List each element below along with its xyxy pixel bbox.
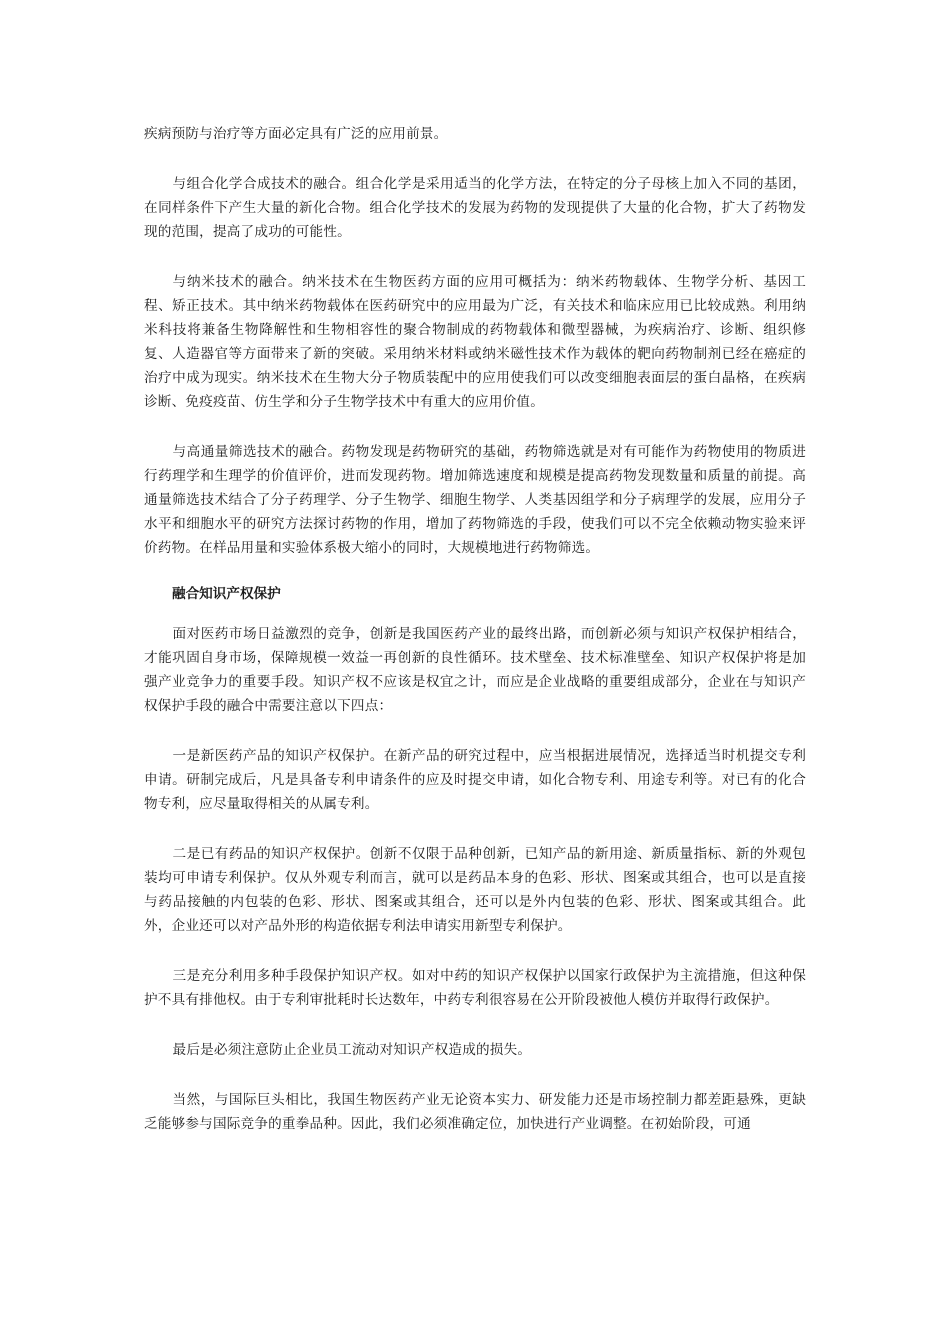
paragraph-point-two: 二是已有药品的知识产权保护。创新不仅限于品种创新，已知产品的新用途、新质量指标、新的外观包装均可申请专利保护。仅从外观专利而言，就可以是药品本身的色彩、形状、图案或其组合，也可以是直接与药品接触的内包装的色彩、形状、图案或其组合，还可以是外内包装的色彩、形状、图案或其组合。此外，企业还可以对产品外形的构造依据专利法申请实用新型专利保护。 [144,846,806,934]
paragraph-nanotechnology: 与纳米技术的融合。纳米技术在生物医药方面的应用可概括为：纳米药物载体、生物学分析、基因工程、矫正技术。其中纳米药物载体在医药研究中的应用最为广泛，有关技术和临床应用已比较成熟。利用纳米科技将兼备生物降解性和生物相容性的聚合物制成的药物载体和微型器械，为疾病治疗、诊断、组织修复、人造器官等方面带来了新的突破。采用纳米材料或纳米磁性技术作为载体的靶向药物制剂已经在癌症的治疗中成为现实。纳米技术在生物大分子物质装配中的应用使我们可以改变细胞表面层的蛋白晶格，在疾病诊断、免疫疫苗、仿生学和分子生物学技术中有重大的应用价值。 [144,274,806,410]
paragraph-point-four: 最后是必须注意防止企业员工流动对知识产权造成的损失。 [172,1042,532,1058]
paragraph-point-one: 一是新医药产品的知识产权保护。在新产品的研究过程中，应当根据进展情况，选择适当时机提交专利申请。研制完成后，凡是具备专利申请条件的应及时提交申请，如化合物专利、用途专利等。对已有的化合物专利，应尽量取得相关的从属专利。 [144,748,806,812]
paragraph-innovation-ip: 面对医药市场日益激烈的竞争，创新是我国医药产业的最终出路，而创新必须与知识产权保护相结合，才能巩固自身市场，保障规模一效益一再创新的良性循环。技术壁垒、技术标准壁垒、知识产权保护将是加强产业竞争力的重要手段。知识产权不应该是权宜之计，而应是企业战略的重要组成部分，企业在与知识产权保护手段的融合中需要注意以下四点： [144,626,806,714]
paragraph-combinatorial-chemistry: 与组合化学合成技术的融合。组合化学是采用适当的化学方法，在特定的分子母核上加入不同的基团，在同样条件下产生大量的新化合物。组合化学技术的发展为药物的发现提供了大量的化合物，扩大了药物发现的范围，提高了成功的可能性。 [144,176,806,240]
document-page [144,122,806,1136]
paragraph-disease-prevention: 疾病预防与治疗等方面必定具有广泛的应用前景。 [144,126,448,142]
paragraph-conclusion: 当然，与国际巨头相比，我国生物医药产业无论资本实力、研发能力还是市场控制力都差距悬殊，更缺乏能够参与国际竞争的重拳品种。因此，我们必须准确定位，加快进行产业调整。在初始阶段，可通 [144,1092,806,1132]
paragraph-high-throughput-screening: 与高通量筛选技术的融合。药物发现是药物研究的基础，药物筛选就是对有可能作为药物使用的物质进行药理学和生理学的价值评价，进而发现药物。增加筛选速度和规模是提高药物发现数量和质量的前提。高通量筛选技术结合了分子药理学、分子生物学、细胞生物学、人类基因组学和分子病理学的发展，应用分子水平和细胞水平的研究方法探讨药物的作用，增加了药物筛选的手段，使我们可以不完全依赖动物实验来评价药物。在样品用量和实验体系极大缩小的同时，大规模地进行药物筛选。 [144,444,806,556]
section-heading-ip-protection: 融合知识产权保护 [172,586,281,602]
paragraph-point-three: 三是充分利用多种手段保护知识产权。如对中药的知识产权保护以国家行政保护为主流措施，但这种保护不具有排他权。由于专利审批耗时长达数年，中药专利很容易在公开阶段被他人模仿并取得行政保护。 [144,968,806,1008]
